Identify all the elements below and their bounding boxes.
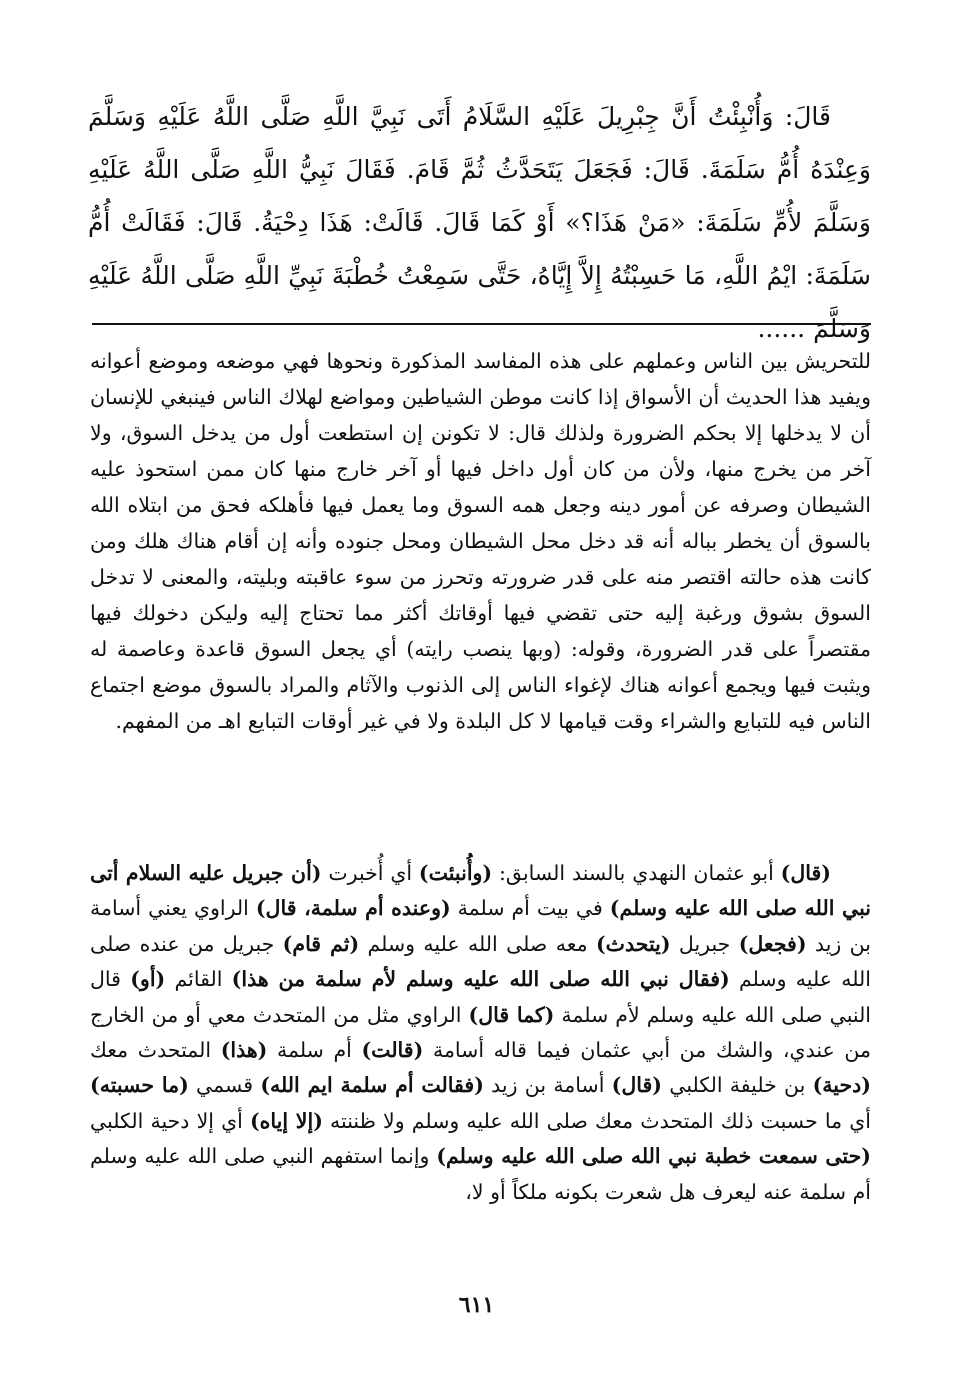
- quoted-hadith-phrase: (إلا إياه): [249, 1108, 323, 1133]
- quoted-hadith-phrase: (أن جبريل عليه السلام أتى نبي الله صلى الله عليه وسلم): [90, 861, 871, 921]
- quoted-hadith-phrase: (كما قال): [468, 1002, 555, 1027]
- hadith-text-block: [88, 90, 871, 355]
- explanation-paragraph: [90, 856, 871, 1210]
- quoted-hadith-phrase: (فقالت أم سلمة ايم الله): [260, 1073, 484, 1098]
- explanation-text: جبريل من عنده صلى الله عليه وسلم: [90, 931, 871, 992]
- quoted-hadith-phrase: (وأُنبئت): [418, 861, 493, 885]
- explanation-text: أم سلمة: [267, 1038, 362, 1063]
- explanation-text: أسامة بن زيد: [483, 1073, 612, 1098]
- footnote-divider: [92, 323, 871, 325]
- commentary-paragraph: للتحريش بين الناس وعملهم على هذه المفاسد المذكورة ونحوها فهي موضعه وموضع أعوانه ويفيد هذا الحديث أن الأسواق إذا كانت موطن الشياطين ومواضع لهلاك الناس فينبغي للإنسان أن لا يدخلها إلا بحكم الضرورة ولذلك قال: لا تكونن إن استطعت أول من يدخل السوق، ولا آخر من يخرج منها، ولأن من كان أول داخل فيها أو آخر خارج منها كان ممن استحوذ عليه الشيطان وصرفه عن أمور دينه وجعل همه السوق وما يعمل فيها فأهلكه فحق من ابتلاه الله بالسوق أن يخطر بباله أنه قد دخل محل الشيطان ومحل جنوده وأنه إن أقام هناك هلك ومن كانت هذه حالته اقتصر منه على قدر ضرورته وتحرز من سوء عاقبته وبليته، والمعنى لا تدخل السوق بشوق ورغبة إليه حتى تقضي فيها أوقاتك أكثر مما تحتاج إليه وليكن دخولك فيها مقتصراً على قدر الضرورة، وقوله: (وبها ينصب رايته) أي يجعل السوق قاعدة وعاصمة له ويثبت فيها ويجمع أعوانه هناك لإغواء الناس إلى الذنوب والآثام والمراد بالسوق موضع اجتماع الناس فيه للتبايع والشراء وقت قيامها لا كل البلدة ولا في غير أوقات التبايع اهـ من المفهم.: [90, 349, 871, 733]
- explanation-text: الراوي يعني أسامة بن زيد: [90, 896, 871, 956]
- explanation-text: قال النبي صلى الله عليه وسلم لأم سلمة: [90, 967, 872, 1027]
- explanation-text: قسمي: [188, 1073, 261, 1098]
- explanation-text: القائم: [165, 967, 232, 992]
- quoted-hadith-phrase: (حتى سمعت خطبة نبي الله صلى الله عليه وسلم): [436, 1144, 871, 1169]
- quoted-hadith-phrase: (هذا): [220, 1038, 268, 1063]
- explanation-text: المتحدث معك: [90, 1038, 221, 1063]
- hadith-paragraph: قَالَ: وَأُنْبِئْتُ أَنَّ جِبْرِيلَ عَلَيْهِ السَّلَامُ أَتَى نَبِيَّ اللَّهِ صَلَّى اللَّهُ عَلَيْهِ وَسَلَّمَ وَعِنْدَهُ أُمُّ سَلَمَةَ. قَالَ: فَجَعَلَ يَتَحَدَّثُ ثُمَّ قَامَ. فَقَالَ نَبِيُّ اللَّهِ صَلَّى اللَّهُ عَلَيْهِ وَسَلَّمَ لأُمِّ سَلَمَةَ: «مَنْ هَذَا؟» أَوْ كَمَا قَالَ. قَالَتْ: هَذَا دِحْيَةُ. قَالَ: فَقَالَتْ أُمُّ سَلَمَةَ: ايْمُ اللَّهِ، مَا حَسِبْتُهُ إِلاَّ إِيَّاهُ، حَتَّى سَمِعْتُ خُطْبَةَ نَبِيِّ اللَّهِ صَلَّى اللَّهُ عَلَيْهِ وَسَلَّمَ ......: [88, 102, 871, 343]
- explanation-text: جبريل: [670, 931, 739, 956]
- explanation-text: أبو عثمان النهدي بالسند السابق:: [492, 861, 781, 885]
- explanation-text: بن خليفة الكلبي: [662, 1073, 813, 1098]
- quoted-hadith-phrase: (فجعل): [738, 931, 807, 956]
- quoted-hadith-phrase: (أو): [130, 967, 166, 992]
- quoted-hadith-phrase: (ثم قام): [282, 931, 360, 956]
- quoted-hadith-phrase: (دحية): [812, 1073, 871, 1098]
- quoted-hadith-phrase: (وعنده أم سلمة، قال): [255, 896, 451, 921]
- explanation-text: في بيت أم سلمة: [450, 896, 610, 921]
- explanation-text: أي إلا دحية الكلبي: [90, 1108, 250, 1133]
- explanation-text: أي ما حسبت ذلك المتحدث معك صلى الله عليه وسلم ولا ظننته: [322, 1108, 871, 1133]
- commentary-block: [90, 343, 871, 739]
- quoted-hadith-phrase: (قال): [780, 861, 831, 885]
- explanation-text: أي أُخبرت: [321, 861, 419, 885]
- explanation-text: معه صلى الله عليه وسلم: [359, 931, 596, 956]
- page-number: ٦١١: [458, 1292, 495, 1318]
- quoted-hadith-phrase: (يتحدث): [595, 931, 671, 956]
- quoted-hadith-phrase: (قالت): [361, 1038, 424, 1063]
- quoted-hadith-phrase: (فقال نبي الله صلى الله عليه وسلم لأم سلمة من هذا): [231, 967, 730, 992]
- quoted-hadith-phrase: (قال): [611, 1073, 662, 1098]
- quoted-hadith-phrase: (ما حسبته): [90, 1073, 189, 1098]
- explanation-text: الراوي مثل من المتحدث معي أو من الخارج من عندي، والشك من أبي عثمان فيما قاله أسامة: [90, 1002, 871, 1063]
- explanation-block: [90, 856, 871, 1210]
- explanation-text: وإنما استفهم النبي صلى الله عليه وسلم أم سلمة عنه ليعرف هل شعرت بكونه ملكاً أو لا،: [90, 1144, 871, 1204]
